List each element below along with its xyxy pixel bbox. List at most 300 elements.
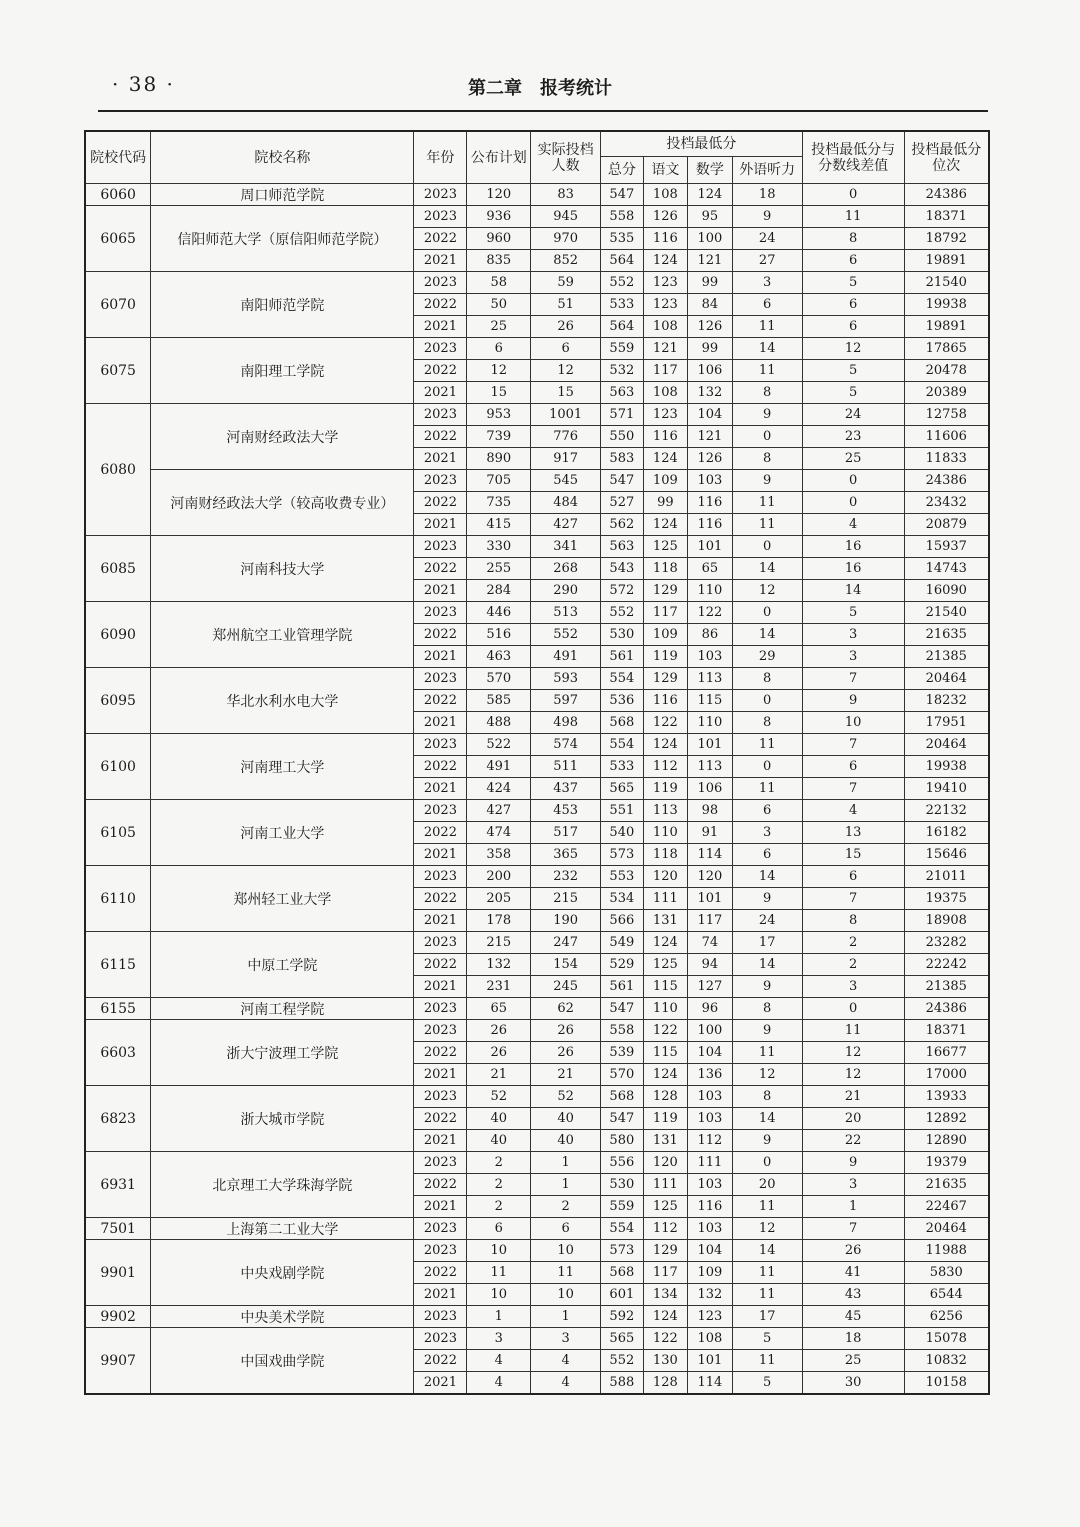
year-cell: 2023 [414,800,467,822]
plan-cell: 58 [467,272,531,294]
school-code-cell: 6095 [85,668,151,734]
year-cell: 2022 [414,492,467,514]
table-row [85,184,989,206]
total-cell: 572 [601,580,643,602]
actual-cell: 40 [531,1108,601,1130]
col-header-code: 院校代码 [85,131,151,184]
total-cell: 540 [601,822,643,844]
rank-cell: 19938 [904,756,989,778]
table-row [85,1152,989,1174]
total-cell: 562 [601,514,643,536]
diff-cell: 0 [802,998,904,1020]
chinese-cell: 131 [643,1130,688,1152]
chinese-cell: 117 [643,602,688,624]
rank-cell: 22467 [904,1196,989,1218]
plan-cell: 12 [467,360,531,382]
rank-cell: 12892 [904,1108,989,1130]
actual-cell: 268 [531,558,601,580]
actual-cell: 852 [531,250,601,272]
table-row [85,998,989,1020]
total-cell: 547 [601,184,643,206]
year-cell: 2023 [414,866,467,888]
rank-cell: 19891 [904,316,989,338]
foreign-cell: 9 [732,976,802,998]
actual-cell: 4 [531,1350,601,1372]
plan-cell: 2 [467,1174,531,1196]
chinese-cell: 122 [643,1020,688,1042]
chinese-cell: 123 [643,272,688,294]
foreign-cell: 11 [732,492,802,514]
plan-cell: 446 [467,602,531,624]
rank-cell: 15937 [904,536,989,558]
year-cell: 2021 [414,1064,467,1086]
school-code-cell: 6110 [85,866,151,932]
year-cell: 2021 [414,1284,467,1306]
actual-cell: 10 [531,1284,601,1306]
rank-cell: 18908 [904,910,989,932]
math-cell: 95 [688,206,733,228]
rank-cell: 19938 [904,294,989,316]
rank-cell: 6544 [904,1284,989,1306]
foreign-cell: 14 [732,624,802,646]
foreign-cell: 9 [732,470,802,492]
actual-cell: 2 [531,1196,601,1218]
chinese-cell: 125 [643,954,688,976]
foreign-cell: 9 [732,206,802,228]
plan-cell: 330 [467,536,531,558]
actual-cell: 10 [531,1240,601,1262]
rank-cell: 20464 [904,734,989,756]
table-row [85,800,989,822]
plan-cell: 15 [467,382,531,404]
admission-score-table [84,130,990,1395]
diff-cell: 7 [802,778,904,800]
actual-cell: 21 [531,1064,601,1086]
rank-cell: 11988 [904,1240,989,1262]
chinese-cell: 110 [643,998,688,1020]
math-cell: 106 [688,778,733,800]
foreign-cell: 8 [732,668,802,690]
math-cell: 65 [688,558,733,580]
chapter-title: 第二章 报考统计 [468,78,612,99]
math-cell: 106 [688,360,733,382]
math-cell: 117 [688,910,733,932]
year-cell: 2023 [414,1020,467,1042]
math-cell: 101 [688,1350,733,1372]
foreign-cell: 14 [732,1240,802,1262]
diff-cell: 0 [802,492,904,514]
col-header-diff: 投档最低分与分数线差值 [802,131,904,184]
actual-cell: 513 [531,602,601,624]
school-code-cell: 6070 [85,272,151,338]
year-cell: 2021 [414,580,467,602]
total-cell: 561 [601,646,643,668]
total-cell: 543 [601,558,643,580]
year-cell: 2021 [414,712,467,734]
school-name-cell: 河南财经政法大学（较高收费专业） [151,470,414,536]
actual-cell: 40 [531,1130,601,1152]
plan-cell: 735 [467,492,531,514]
chinese-cell: 117 [643,360,688,382]
rank-cell: 10158 [904,1372,989,1395]
rank-cell: 21011 [904,866,989,888]
actual-cell: 232 [531,866,601,888]
school-name-cell: 河南工业大学 [151,800,414,866]
rank-cell: 13933 [904,1086,989,1108]
math-cell: 99 [688,272,733,294]
foreign-cell: 8 [732,448,802,470]
plan-cell: 491 [467,756,531,778]
plan-cell: 2 [467,1152,531,1174]
math-cell: 86 [688,624,733,646]
actual-cell: 290 [531,580,601,602]
diff-cell: 3 [802,1174,904,1196]
rank-cell: 21385 [904,976,989,998]
school-code-cell: 9901 [85,1240,151,1306]
plan-cell: 120 [467,184,531,206]
table-row [85,1328,989,1350]
col-header-math: 数学 [688,157,733,184]
total-cell: 532 [601,360,643,382]
actual-cell: 26 [531,316,601,338]
year-cell: 2021 [414,646,467,668]
diff-cell: 3 [802,976,904,998]
year-cell: 2021 [414,250,467,272]
total-cell: 534 [601,888,643,910]
plan-cell: 488 [467,712,531,734]
actual-cell: 341 [531,536,601,558]
chinese-cell: 117 [643,1262,688,1284]
diff-cell: 0 [802,184,904,206]
math-cell: 126 [688,316,733,338]
year-cell: 2021 [414,316,467,338]
total-cell: 601 [601,1284,643,1306]
foreign-cell: 8 [732,998,802,1020]
total-cell: 530 [601,1174,643,1196]
year-cell: 2023 [414,1306,467,1328]
chinese-cell: 124 [643,1306,688,1328]
table-header [85,131,989,184]
school-name-cell: 郑州航空工业管理学院 [151,602,414,668]
actual-cell: 11 [531,1262,601,1284]
plan-cell: 739 [467,426,531,448]
col-header-plan: 公布计划 [467,131,531,184]
math-cell: 94 [688,954,733,976]
col-header-actual: 实际投档人数 [531,131,601,184]
chinese-cell: 115 [643,1042,688,1064]
plan-cell: 427 [467,800,531,822]
school-name-cell: 中国戏曲学院 [151,1328,414,1395]
year-cell: 2022 [414,690,467,712]
plan-cell: 50 [467,294,531,316]
diff-cell: 23 [802,426,904,448]
total-cell: 563 [601,536,643,558]
chinese-cell: 129 [643,580,688,602]
school-code-cell: 6090 [85,602,151,668]
actual-cell: 491 [531,646,601,668]
diff-cell: 2 [802,932,904,954]
year-cell: 2021 [414,910,467,932]
table-row [85,1306,989,1328]
math-cell: 116 [688,514,733,536]
year-cell: 2021 [414,1130,467,1152]
total-cell: 592 [601,1306,643,1328]
math-cell: 108 [688,1328,733,1350]
total-cell: 547 [601,470,643,492]
actual-cell: 154 [531,954,601,976]
foreign-cell: 8 [732,1086,802,1108]
plan-cell: 4 [467,1372,531,1395]
year-cell: 2022 [414,1042,467,1064]
year-cell: 2023 [414,206,467,228]
rank-cell: 15078 [904,1328,989,1350]
diff-cell: 5 [802,382,904,404]
math-cell: 110 [688,580,733,602]
actual-cell: 26 [531,1020,601,1042]
math-cell: 114 [688,844,733,866]
school-code-cell: 6075 [85,338,151,404]
total-cell: 570 [601,1064,643,1086]
math-cell: 103 [688,470,733,492]
actual-cell: 59 [531,272,601,294]
school-name-cell: 信阳师范大学（原信阳师范学院） [151,206,414,272]
total-cell: 559 [601,338,643,360]
school-code-cell: 6823 [85,1086,151,1152]
rank-cell: 19891 [904,250,989,272]
year-cell: 2021 [414,514,467,536]
chinese-cell: 112 [643,756,688,778]
rank-cell: 20464 [904,668,989,690]
year-cell: 2021 [414,448,467,470]
chinese-cell: 124 [643,734,688,756]
year-cell: 2023 [414,1086,467,1108]
year-cell: 2021 [414,976,467,998]
rank-cell: 15646 [904,844,989,866]
plan-cell: 231 [467,976,531,998]
year-cell: 2023 [414,1152,467,1174]
math-cell: 114 [688,1372,733,1395]
diff-cell: 7 [802,734,904,756]
plan-cell: 358 [467,844,531,866]
foreign-cell: 0 [732,536,802,558]
school-code-cell: 6085 [85,536,151,602]
math-cell: 121 [688,426,733,448]
diff-cell: 41 [802,1262,904,1284]
rank-cell: 18371 [904,1020,989,1042]
rank-cell: 21540 [904,602,989,624]
year-cell: 2023 [414,470,467,492]
year-cell: 2023 [414,272,467,294]
foreign-cell: 0 [732,602,802,624]
plan-cell: 178 [467,910,531,932]
chinese-cell: 134 [643,1284,688,1306]
year-cell: 2023 [414,1218,467,1240]
col-header-chinese: 语文 [643,157,688,184]
total-cell: 566 [601,910,643,932]
chinese-cell: 108 [643,316,688,338]
foreign-cell: 14 [732,558,802,580]
actual-cell: 970 [531,228,601,250]
total-cell: 552 [601,272,643,294]
plan-cell: 26 [467,1020,531,1042]
actual-cell: 52 [531,1086,601,1108]
actual-cell: 427 [531,514,601,536]
chinese-cell: 128 [643,1086,688,1108]
foreign-cell: 11 [732,1196,802,1218]
rank-cell: 24386 [904,470,989,492]
diff-cell: 24 [802,404,904,426]
chinese-cell: 115 [643,976,688,998]
math-cell: 132 [688,382,733,404]
total-cell: 564 [601,316,643,338]
chinese-cell: 116 [643,426,688,448]
actual-cell: 1 [531,1152,601,1174]
math-cell: 103 [688,1086,733,1108]
year-cell: 2022 [414,294,467,316]
chinese-cell: 130 [643,1350,688,1372]
chinese-cell: 113 [643,800,688,822]
plan-cell: 463 [467,646,531,668]
foreign-cell: 11 [732,1284,802,1306]
actual-cell: 83 [531,184,601,206]
rank-cell: 21635 [904,624,989,646]
total-cell: 568 [601,1086,643,1108]
chinese-cell: 111 [643,888,688,910]
foreign-cell: 9 [732,1130,802,1152]
chinese-cell: 120 [643,866,688,888]
diff-cell: 4 [802,514,904,536]
plan-cell: 200 [467,866,531,888]
rank-cell: 20389 [904,382,989,404]
actual-cell: 6 [531,1218,601,1240]
table-row [85,932,989,954]
year-cell: 2022 [414,1350,467,1372]
plan-cell: 65 [467,998,531,1020]
diff-cell: 12 [802,1064,904,1086]
actual-cell: 245 [531,976,601,998]
school-name-cell: 河南工程学院 [151,998,414,1020]
total-cell: 547 [601,1108,643,1130]
diff-cell: 25 [802,1350,904,1372]
math-cell: 91 [688,822,733,844]
rank-cell: 23432 [904,492,989,514]
rank-cell: 14743 [904,558,989,580]
math-cell: 98 [688,800,733,822]
diff-cell: 5 [802,602,904,624]
table-row [85,1218,989,1240]
diff-cell: 18 [802,1328,904,1350]
chinese-cell: 119 [643,1108,688,1130]
diff-cell: 3 [802,646,904,668]
chinese-cell: 109 [643,624,688,646]
rank-cell: 24386 [904,184,989,206]
math-cell: 124 [688,184,733,206]
rank-cell: 6256 [904,1306,989,1328]
school-code-cell: 6065 [85,206,151,272]
plan-cell: 424 [467,778,531,800]
total-cell: 536 [601,690,643,712]
school-name-cell: 中央美术学院 [151,1306,414,1328]
diff-cell: 11 [802,206,904,228]
foreign-cell: 14 [732,866,802,888]
school-name-cell: 中央戏剧学院 [151,1240,414,1306]
math-cell: 101 [688,536,733,558]
diff-cell: 6 [802,756,904,778]
col-header-name: 院校名称 [151,131,414,184]
school-name-cell: 河南财经政法大学 [151,404,414,470]
diff-cell: 20 [802,1108,904,1130]
plan-cell: 215 [467,932,531,954]
chinese-cell: 116 [643,690,688,712]
plan-cell: 516 [467,624,531,646]
actual-cell: 453 [531,800,601,822]
foreign-cell: 20 [732,1174,802,1196]
rank-cell: 18792 [904,228,989,250]
school-name-cell: 上海第二工业大学 [151,1218,414,1240]
diff-cell: 7 [802,888,904,910]
year-cell: 2022 [414,822,467,844]
col-header-rank: 投档最低分位次 [904,131,989,184]
plan-cell: 255 [467,558,531,580]
plan-cell: 415 [467,514,531,536]
math-cell: 136 [688,1064,733,1086]
foreign-cell: 11 [732,360,802,382]
math-cell: 84 [688,294,733,316]
col-header-total: 总分 [601,157,643,184]
total-cell: 529 [601,954,643,976]
school-name-cell: 中原工学院 [151,932,414,998]
total-cell: 565 [601,1328,643,1350]
school-name-cell: 浙大城市学院 [151,1086,414,1152]
total-cell: 580 [601,1130,643,1152]
table-row [85,1020,989,1042]
foreign-cell: 29 [732,646,802,668]
year-cell: 2023 [414,338,467,360]
year-cell: 2022 [414,954,467,976]
diff-cell: 4 [802,800,904,822]
diff-cell: 15 [802,844,904,866]
foreign-cell: 11 [732,734,802,756]
plan-cell: 1 [467,1306,531,1328]
foreign-cell: 9 [732,888,802,910]
rank-cell: 12758 [904,404,989,426]
school-name-cell: 南阳理工学院 [151,338,414,404]
plan-cell: 890 [467,448,531,470]
actual-cell: 593 [531,668,601,690]
rank-cell: 22242 [904,954,989,976]
year-cell: 2023 [414,602,467,624]
year-cell: 2023 [414,1328,467,1350]
year-cell: 2023 [414,184,467,206]
total-cell: 551 [601,800,643,822]
total-cell: 552 [601,602,643,624]
foreign-cell: 24 [732,910,802,932]
total-cell: 553 [601,866,643,888]
diff-cell: 43 [802,1284,904,1306]
year-cell: 2023 [414,1240,467,1262]
diff-cell: 3 [802,624,904,646]
school-name-cell: 河南科技大学 [151,536,414,602]
total-cell: 530 [601,624,643,646]
total-cell: 550 [601,426,643,448]
actual-cell: 574 [531,734,601,756]
table-row [85,272,989,294]
page-header [98,70,988,112]
year-cell: 2021 [414,844,467,866]
plan-cell: 835 [467,250,531,272]
math-cell: 100 [688,1020,733,1042]
foreign-cell: 27 [732,250,802,272]
